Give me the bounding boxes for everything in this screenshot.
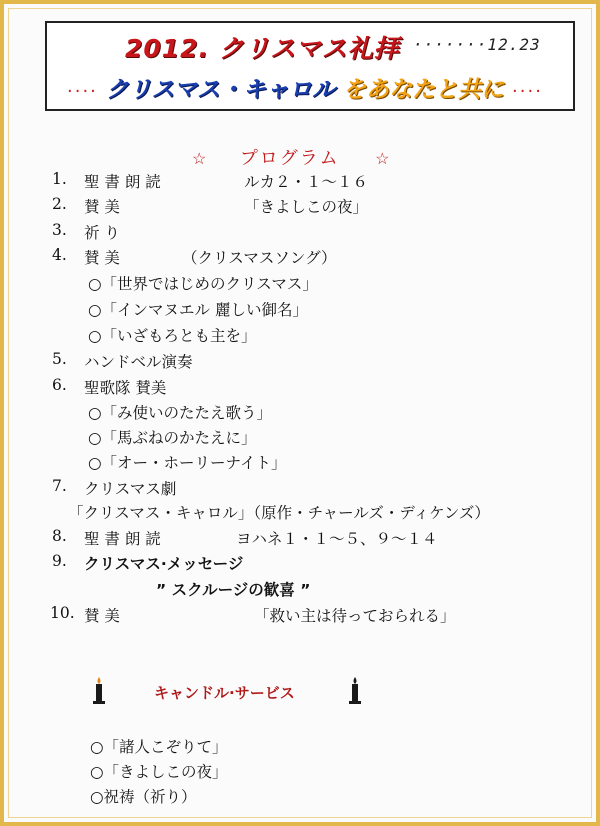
- item-label: 賛 美: [84, 198, 120, 216]
- benediction-label: ○祝祷（祈り）: [90, 788, 197, 806]
- header-box: [45, 21, 575, 111]
- subtitle-with-you: をあなたと共に: [343, 77, 505, 103]
- subtitle-dots-left: ····: [67, 81, 98, 102]
- star-icon: ☆: [375, 149, 392, 168]
- item-label: ハンドベル演奏: [84, 353, 193, 371]
- item-label: 祈 り: [84, 224, 120, 242]
- song-label: ○「み使いのたたえ歌う」: [88, 404, 273, 422]
- item-detail: ヨハネ１・１〜５、９〜１４: [236, 530, 438, 548]
- item-detail: 「きよしこの夜」: [244, 198, 369, 216]
- item-label: クリスマス·メッセージ: [84, 555, 244, 573]
- item-number: 7.: [52, 477, 67, 495]
- item-number: 3.: [52, 221, 67, 239]
- item-detail: 「救い主は待っておられる」: [254, 607, 456, 625]
- program-heading-text: プログラム: [239, 148, 340, 169]
- item-detail: （クリスマスソング）: [182, 249, 337, 267]
- song-label: ○「いざもろとも主を」: [88, 327, 257, 345]
- song-label: ○「世界ではじめのクリスマス」: [88, 275, 318, 293]
- candle-icon: [92, 676, 106, 706]
- service-title: 2012. クリスマス礼拝: [125, 34, 400, 63]
- item-number: 6.: [52, 376, 67, 394]
- item-label: 聖 書 朗 読: [84, 530, 161, 548]
- candle-service-title: キャンドル·サービス: [154, 684, 295, 702]
- star-icon: ☆: [192, 149, 209, 168]
- candle-icon: [348, 676, 362, 706]
- play-title-text: 「クリスマス・キャロル」（原作・チャールズ・ディケンズ）: [68, 504, 490, 522]
- candle-song-label: ○「諸人こぞりて」: [90, 738, 228, 756]
- subtitle-carol: クリスマス・キャロル: [105, 77, 335, 103]
- item-label: 賛 美: [84, 607, 120, 625]
- item-number: 2.: [52, 195, 67, 213]
- item-detail: ルカ２・１〜１６: [244, 173, 369, 191]
- program-heading: [192, 144, 391, 170]
- item-number: 1.: [52, 170, 67, 188]
- item-number: 9.: [52, 552, 67, 570]
- item-number: 8.: [52, 527, 67, 545]
- subtitle-dots-right: ····: [512, 81, 543, 102]
- item-label: 聖 書 朗 読: [84, 173, 161, 191]
- service-subtitle: [67, 71, 543, 104]
- item-label: クリスマス劇: [84, 480, 177, 498]
- item-number: 10.: [50, 604, 75, 622]
- sermon-title-text: ” スクルージの歓喜 ”: [156, 581, 311, 599]
- song-label: ○「オー・ホーリーナイト」: [88, 454, 287, 472]
- item-label: 聖歌隊 賛美: [84, 379, 167, 397]
- candle-song-label: ○「きよしこの夜」: [90, 763, 228, 781]
- item-number: 5.: [52, 350, 67, 368]
- song-label: ○「インマヌエル 麗しい御名」: [88, 301, 308, 319]
- item-number: 4.: [52, 246, 67, 264]
- item-label: 賛 美: [84, 249, 120, 267]
- service-date: ·······12.23: [413, 35, 541, 54]
- song-label: ○「馬ぶねのかたえに」: [88, 429, 257, 447]
